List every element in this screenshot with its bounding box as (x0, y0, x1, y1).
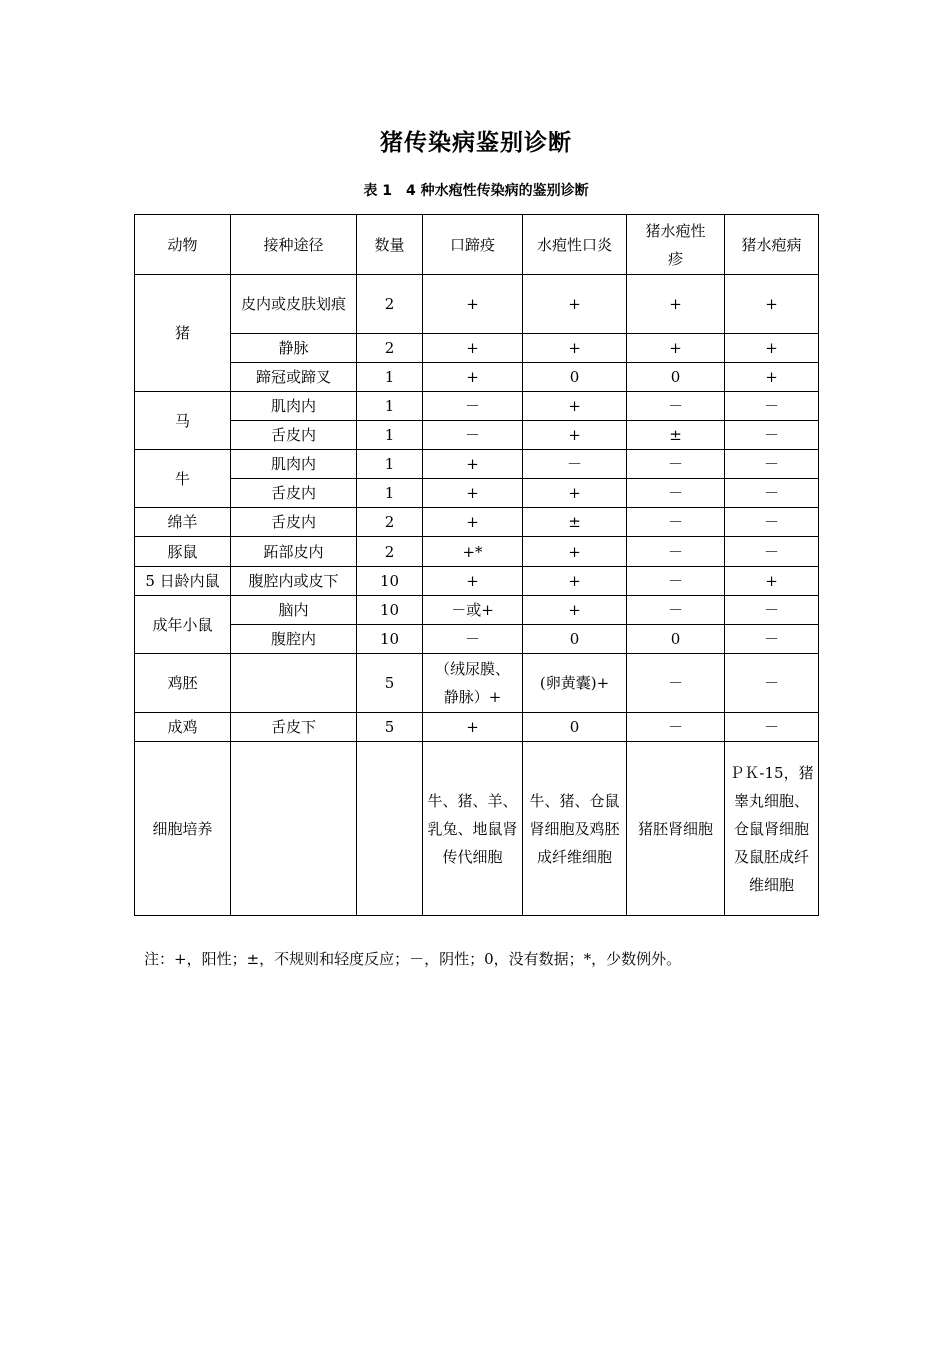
header-count: 数量 (357, 215, 423, 275)
table-row (135, 508, 819, 537)
animal-cell: 鸡胚 (135, 654, 231, 713)
vs-cell: 0 (523, 363, 627, 392)
table-row (135, 625, 819, 654)
animal-cell: 成鸡 (135, 713, 231, 742)
count-cell: 2 (357, 508, 423, 537)
route-cell: 静脉 (231, 334, 357, 363)
table-row (135, 392, 819, 421)
route-cell (231, 654, 357, 713)
fmd-cell: + (423, 508, 523, 537)
table-row (135, 567, 819, 596)
table-row (135, 421, 819, 450)
count-cell: 5 (357, 654, 423, 713)
svd-cell: － (725, 713, 819, 742)
route-cell: 舌皮下 (231, 713, 357, 742)
route-cell: 皮内或皮肤划痕 (231, 275, 357, 334)
vs-cell: + (523, 537, 627, 567)
svd-cell: + (725, 567, 819, 596)
svd-cell: － (725, 537, 819, 567)
count-cell: 10 (357, 625, 423, 654)
table-footnote: 注：+，阳性；±，不规则和轻度反应；－，阴性；0，没有数据；*，少数例外。 (144, 950, 682, 968)
count-cell: 1 (357, 363, 423, 392)
route-cell: 脑内 (231, 596, 357, 625)
svd-cell: － (725, 625, 819, 654)
vesv-cell: 猪胚肾细胞 (627, 742, 725, 916)
svd-cell: ＰＫ-15，猪睾丸细胞、仓鼠肾细胞及鼠胚成纤维细胞 (725, 742, 819, 916)
animal-cell: 牛 (135, 450, 231, 508)
animal-cell: 细胞培养 (135, 742, 231, 916)
page-title: 猪传染病鉴别诊断 (380, 130, 572, 156)
route-cell: 舌皮内 (231, 508, 357, 537)
fmd-cell: + (423, 567, 523, 596)
vesv-cell: － (627, 479, 725, 508)
count-cell: 1 (357, 392, 423, 421)
svd-cell: + (725, 334, 819, 363)
count-cell: 1 (357, 421, 423, 450)
table-row (135, 742, 819, 916)
route-cell: 跖部皮内 (231, 537, 357, 567)
fmd-cell: －或+ (423, 596, 523, 625)
vesv-cell: + (627, 334, 725, 363)
fmd-cell: － (423, 392, 523, 421)
fmd-cell: + (423, 334, 523, 363)
count-cell: 2 (357, 275, 423, 334)
svd-cell: － (725, 479, 819, 508)
vs-cell: + (523, 334, 627, 363)
table-row (135, 363, 819, 392)
vesv-cell: 0 (627, 625, 725, 654)
vs-cell: + (523, 479, 627, 508)
count-cell: 2 (357, 334, 423, 363)
route-cell: 腹腔内 (231, 625, 357, 654)
fmd-cell: + (423, 275, 523, 334)
route-cell: 舌皮内 (231, 421, 357, 450)
vesv-cell: － (627, 392, 725, 421)
animal-cell: 绵羊 (135, 508, 231, 537)
vesv-cell: － (627, 567, 725, 596)
vesv-cell: + (627, 275, 725, 334)
count-cell: 10 (357, 567, 423, 596)
count-cell (357, 742, 423, 916)
header-vesv: 猪水疱性疹 (627, 215, 725, 275)
fmd-cell: + (423, 363, 523, 392)
header-svd: 猪水疱病 (725, 215, 819, 275)
table-row (135, 537, 819, 567)
vesv-cell: － (627, 537, 725, 567)
vs-cell: + (523, 567, 627, 596)
table-row (135, 713, 819, 742)
route-cell: 肌肉内 (231, 450, 357, 479)
count-cell: 5 (357, 713, 423, 742)
fmd-cell: 牛、猪、羊、乳兔、地鼠肾传代细胞 (423, 742, 523, 916)
vs-cell: + (523, 421, 627, 450)
fmd-cell: － (423, 625, 523, 654)
table-row (135, 450, 819, 479)
table-row (135, 596, 819, 625)
vesv-cell: － (627, 654, 725, 713)
svd-cell: － (725, 654, 819, 713)
vs-cell: + (523, 392, 627, 421)
animal-cell: 5 日龄内鼠 (135, 567, 231, 596)
svd-cell: + (725, 363, 819, 392)
fmd-cell: + (423, 713, 523, 742)
vesv-cell: － (627, 713, 725, 742)
route-cell: 肌肉内 (231, 392, 357, 421)
count-cell: 10 (357, 596, 423, 625)
animal-cell: 马 (135, 392, 231, 450)
vs-cell: + (523, 275, 627, 334)
header-animal: 动物 (135, 215, 231, 275)
vesv-cell: ± (627, 421, 725, 450)
table-row (135, 275, 819, 334)
count-cell: 1 (357, 450, 423, 479)
fmd-cell: +* (423, 537, 523, 567)
svd-cell: － (725, 421, 819, 450)
vesv-cell: － (627, 508, 725, 537)
svd-cell: － (725, 508, 819, 537)
vesv-cell: － (627, 596, 725, 625)
vs-cell: ± (523, 508, 627, 537)
vs-cell: + (523, 596, 627, 625)
table-row (135, 654, 819, 713)
route-cell: 蹄冠或蹄叉 (231, 363, 357, 392)
fmd-cell: + (423, 479, 523, 508)
route-cell: 舌皮内 (231, 479, 357, 508)
vs-cell: 0 (523, 625, 627, 654)
vs-cell: － (523, 450, 627, 479)
diagnosis-table (134, 214, 819, 916)
animal-cell: 豚鼠 (135, 537, 231, 567)
vesv-cell: 0 (627, 363, 725, 392)
svd-cell: － (725, 392, 819, 421)
header-vs: 水疱性口炎 (523, 215, 627, 275)
header-fmd: 口蹄疫 (423, 215, 523, 275)
table-header-row (135, 215, 819, 275)
fmd-cell: － (423, 421, 523, 450)
route-cell: 腹腔内或皮下 (231, 567, 357, 596)
vs-cell: (卵黄囊)+ (523, 654, 627, 713)
header-route: 接种途径 (231, 215, 357, 275)
animal-cell: 成年小鼠 (135, 596, 231, 654)
count-cell: 1 (357, 479, 423, 508)
count-cell: 2 (357, 537, 423, 567)
animal-cell: 猪 (135, 275, 231, 392)
fmd-cell: + (423, 450, 523, 479)
table-caption: 表 1 4 种水疱性传染病的鉴别诊断 (363, 183, 589, 199)
table-row (135, 334, 819, 363)
table-row (135, 479, 819, 508)
svd-cell: + (725, 275, 819, 334)
svd-cell: － (725, 596, 819, 625)
vs-cell: 牛、猪、仓鼠肾细胞及鸡胚成纤维细胞 (523, 742, 627, 916)
route-cell (231, 742, 357, 916)
vesv-cell: － (627, 450, 725, 479)
svd-cell: － (725, 450, 819, 479)
fmd-cell: （绒尿膜、静脉）+ (423, 654, 523, 713)
vs-cell: 0 (523, 713, 627, 742)
